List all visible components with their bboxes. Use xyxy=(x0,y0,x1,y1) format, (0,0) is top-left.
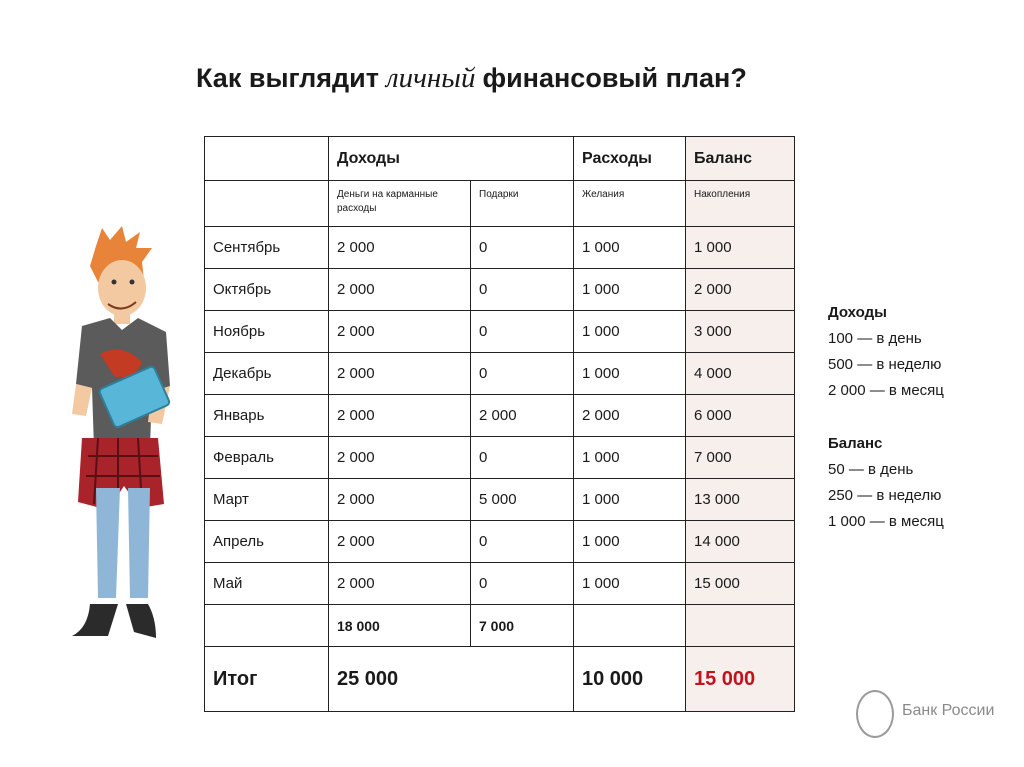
wishes-cell: 1 000 xyxy=(574,353,686,395)
table-row xyxy=(205,269,795,311)
gifts-cell: 5 000 xyxy=(471,479,574,521)
student-illustration xyxy=(38,226,178,651)
table-row xyxy=(205,311,795,353)
wishes-cell: 2 000 xyxy=(574,395,686,437)
header-expenses: Расходы xyxy=(574,137,686,181)
pocket-cell: 2 000 xyxy=(329,395,471,437)
header-empty-cell xyxy=(205,137,329,181)
total-balance: 15 000 xyxy=(686,647,795,712)
savings-cell: 3 000 xyxy=(686,311,795,353)
sum-pocket: 18 000 xyxy=(329,605,471,647)
month-cell: Сентябрь xyxy=(205,227,329,269)
month-cell: Октябрь xyxy=(205,269,329,311)
pocket-cell: 2 000 xyxy=(329,269,471,311)
table-row xyxy=(205,395,795,437)
month-cell: Апрель xyxy=(205,521,329,563)
month-cell: Январь xyxy=(205,395,329,437)
wishes-cell: 1 000 xyxy=(574,479,686,521)
balance-summary-line: 250 — в неделю xyxy=(828,487,942,504)
sum-savings-empty xyxy=(686,605,795,647)
wishes-cell: 1 000 xyxy=(574,521,686,563)
month-cell: Март xyxy=(205,479,329,521)
pocket-cell: 2 000 xyxy=(329,227,471,269)
pocket-cell: 2 000 xyxy=(329,353,471,395)
savings-cell: 4 000 xyxy=(686,353,795,395)
header-income: Доходы xyxy=(329,137,574,181)
sums-empty-cell xyxy=(205,605,329,647)
income-summary-line: 500 — в неделю xyxy=(828,356,942,373)
wishes-cell: 1 000 xyxy=(574,227,686,269)
subheader-row xyxy=(205,181,795,227)
savings-cell: 1 000 xyxy=(686,227,795,269)
table-row xyxy=(205,227,795,269)
table-row xyxy=(205,353,795,395)
table-row xyxy=(205,479,795,521)
savings-cell: 2 000 xyxy=(686,269,795,311)
savings-cell: 13 000 xyxy=(686,479,795,521)
gifts-cell: 0 xyxy=(471,521,574,563)
pocket-cell: 2 000 xyxy=(329,437,471,479)
pocket-cell: 2 000 xyxy=(329,479,471,521)
gifts-cell: 2 000 xyxy=(471,395,574,437)
header-row xyxy=(205,137,795,181)
sums-row xyxy=(205,605,795,647)
eagle-emblem-icon xyxy=(856,690,894,738)
pocket-cell: 2 000 xyxy=(329,311,471,353)
total-label: Итог xyxy=(205,647,329,712)
subheader-empty-cell xyxy=(205,181,329,227)
savings-cell: 6 000 xyxy=(686,395,795,437)
income-summary-title: Доходы xyxy=(828,304,887,321)
month-cell: Февраль xyxy=(205,437,329,479)
gifts-cell: 0 xyxy=(471,353,574,395)
wishes-cell: 1 000 xyxy=(574,563,686,605)
page-title xyxy=(196,62,836,95)
income-summary-line: 2 000 — в месяц xyxy=(828,382,944,399)
total-row xyxy=(205,647,795,712)
gifts-cell: 0 xyxy=(471,437,574,479)
gifts-cell: 0 xyxy=(471,311,574,353)
wishes-cell: 1 000 xyxy=(574,311,686,353)
gifts-cell: 0 xyxy=(471,563,574,605)
income-summary-line: 100 — в день xyxy=(828,330,922,347)
gifts-cell: 0 xyxy=(471,227,574,269)
pocket-cell: 2 000 xyxy=(329,521,471,563)
savings-cell: 7 000 xyxy=(686,437,795,479)
header-balance: Баланс xyxy=(686,137,795,181)
month-cell: Декабрь xyxy=(205,353,329,395)
total-expenses: 10 000 xyxy=(574,647,686,712)
financial-plan-table xyxy=(204,136,795,712)
wishes-cell: 1 000 xyxy=(574,269,686,311)
title-part-3: финансовый план? xyxy=(482,63,747,93)
subheader-pocket: Деньги на карманные расходы xyxy=(329,181,471,227)
total-income: 25 000 xyxy=(329,647,574,712)
logo-name: Банк России xyxy=(902,702,995,719)
savings-cell: 15 000 xyxy=(686,563,795,605)
table-row xyxy=(205,521,795,563)
subheader-gifts: Подарки xyxy=(471,181,574,227)
sum-wishes-empty xyxy=(574,605,686,647)
balance-summary-line: 50 — в день xyxy=(828,461,914,478)
balance-summary-line: 1 000 — в месяц xyxy=(828,513,944,530)
subheader-savings: Накопления xyxy=(686,181,795,227)
sum-gifts: 7 000 xyxy=(471,605,574,647)
gifts-cell: 0 xyxy=(471,269,574,311)
month-cell: Ноябрь xyxy=(205,311,329,353)
title-part-2: личный xyxy=(385,62,476,94)
title-part-1: Как выглядит xyxy=(196,63,379,93)
subheader-wishes: Желания xyxy=(574,181,686,227)
balance-summary-title: Баланс xyxy=(828,435,883,452)
month-cell: Май xyxy=(205,563,329,605)
savings-cell: 14 000 xyxy=(686,521,795,563)
bank-of-russia-logo xyxy=(856,690,1006,746)
pocket-cell: 2 000 xyxy=(329,563,471,605)
summary-notes xyxy=(828,300,944,535)
table-row xyxy=(205,563,795,605)
wishes-cell: 1 000 xyxy=(574,437,686,479)
table-row xyxy=(205,437,795,479)
